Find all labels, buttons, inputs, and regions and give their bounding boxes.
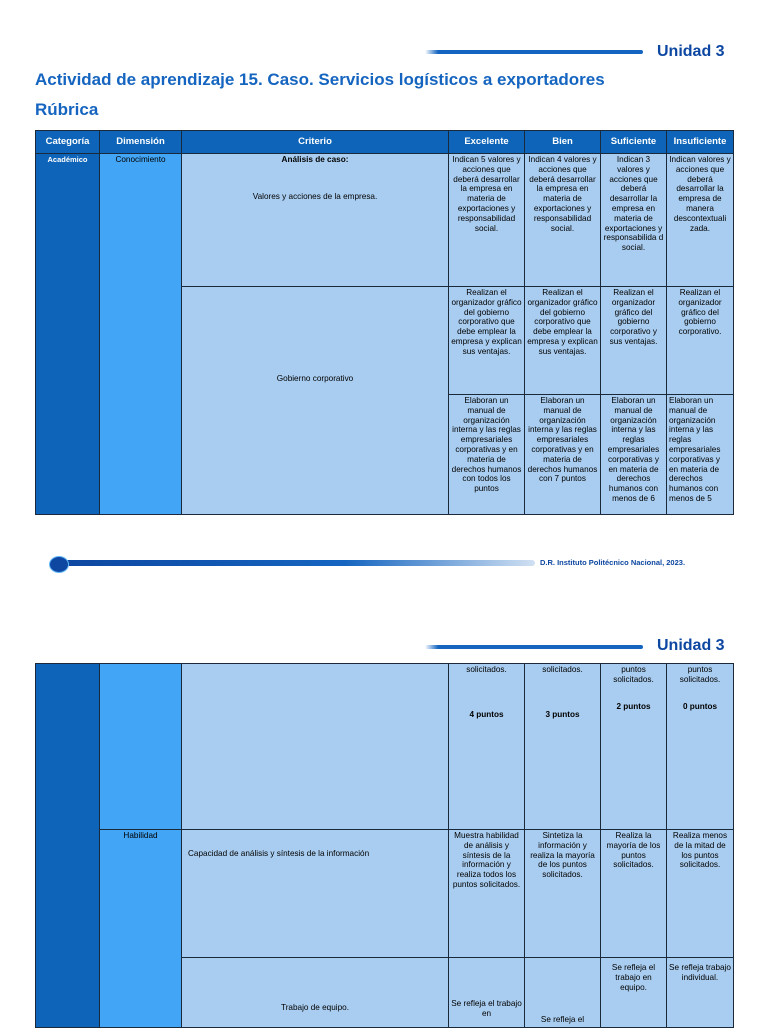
header-suficiente: Suficiente bbox=[601, 131, 667, 154]
points-label: 3 puntos bbox=[545, 709, 580, 719]
level-excelente: Indican 5 valores y acciones que deberá desarrollar la empresa en materia de exportaciones y responsabilidad social. bbox=[449, 154, 525, 287]
level-insuficiente: Indican valores y acciones que deberá desarrollar la empresa de manera descontextuali zada. bbox=[667, 154, 734, 287]
dimension-cell bbox=[100, 830, 182, 1028]
category-cell bbox=[36, 664, 100, 1028]
level-suficiente: Elaboran un manual de organización interna y las reglas empresariales corporativas y en materia de derechos humanos con menos de 6 bbox=[601, 395, 667, 515]
continued-text: puntos solicitados. bbox=[613, 665, 654, 684]
level-suficiente bbox=[601, 958, 667, 1028]
table-row bbox=[36, 830, 734, 958]
level-bien: Sintetiza la información y realiza la mayoría de los puntos solicitados. bbox=[525, 830, 601, 958]
criterion-cell bbox=[182, 154, 449, 287]
rubric-table-continued bbox=[35, 663, 734, 1028]
criterion-text: Gobierno corporativo bbox=[276, 374, 354, 383]
page-subtitle: Rúbrica bbox=[35, 100, 99, 119]
criterion-cell bbox=[182, 958, 449, 1028]
table-row bbox=[36, 664, 734, 830]
level-text: Se refleja el trabajo en equipo. bbox=[611, 963, 656, 992]
criterion-cell bbox=[182, 287, 449, 515]
level-excelente: Muestra habilidad de análisis y síntesis de la información y realiza todos los puntos solicitados. bbox=[449, 830, 525, 958]
level-insuficiente: Elaboran un manual de organización interna y las reglas empresariales corporativas y en materia de derechos humanos con menos de 5 bbox=[667, 395, 734, 515]
level-excelente bbox=[449, 958, 525, 1028]
dimension-cell bbox=[100, 154, 182, 515]
level-text: Se refleja trabajo individual. bbox=[669, 963, 731, 982]
criterion-cell bbox=[182, 664, 449, 830]
level-suficiente: Indican 3 valores y acciones que deberá desarrollar la empresa en materia de exportaciones y responsabilida d social. bbox=[601, 154, 667, 287]
level-suficiente: Realizan el organizador gráfico del gobierno corporativo y sus ventajas. bbox=[601, 287, 667, 395]
criterion-heading: Análisis de caso: bbox=[281, 155, 349, 164]
continued-text: solicitados. bbox=[466, 665, 507, 674]
level-excelente: Realizan el organizador gráfico del gobierno corporativo que debe emplear la empresa y explican sus ventajas. bbox=[449, 287, 525, 395]
header-categoria: Categoría bbox=[36, 131, 100, 154]
level-insuficiente: Realizan el organizador gráfico del gobierno corporativo. bbox=[667, 287, 734, 395]
criterion-text: Trabajo de equipo. bbox=[281, 1003, 349, 1012]
table-row bbox=[36, 154, 734, 287]
level-bien: Elaboran un manual de organización interna y las reglas empresariales corporativas y en materia de derechos humanos con 7 puntos bbox=[525, 395, 601, 515]
level-text: Se refleja el bbox=[540, 1015, 585, 1024]
header-criterio: Criterio bbox=[182, 131, 449, 154]
criterion-text: Valores y acciones de la empresa. bbox=[252, 191, 378, 201]
criterion-text: Capacidad de análisis y síntesis de la información bbox=[188, 849, 370, 858]
points-label: 0 puntos bbox=[682, 701, 718, 711]
level-suficiente: Realiza la mayoría de los puntos solicitados. bbox=[601, 830, 667, 958]
level-bien: Indican 4 valores y acciones que deberá desarrollar la empresa en materia de exportaciones y responsabilidad social. bbox=[525, 154, 601, 287]
level-excelente bbox=[449, 664, 525, 830]
ipn-logo-icon bbox=[49, 556, 69, 573]
continued-text: puntos solicitados. bbox=[679, 665, 721, 684]
footer-rule bbox=[60, 560, 535, 566]
level-excelente: Elaboran un manual de organización interna y las reglas empresariales corporativas y en materia de derechos humanos con todos los puntos bbox=[449, 395, 525, 515]
header-insuficiente: Insuficiente bbox=[667, 131, 734, 154]
points-label: 2 puntos bbox=[616, 701, 651, 711]
footer-copyright: D.R. Instituto Politécnico Nacional, 2023. bbox=[540, 558, 686, 567]
table-header-row bbox=[36, 131, 734, 154]
continued-text: solicitados. bbox=[542, 665, 583, 674]
level-text: Se refleja el trabajo en bbox=[451, 999, 522, 1018]
points-label: 4 puntos bbox=[469, 709, 504, 719]
header-rule bbox=[425, 50, 643, 54]
page-title: Actividad de aprendizaje 15. Caso. Servicios logísticos a exportadores bbox=[35, 70, 605, 89]
category-label: Académico bbox=[47, 155, 88, 164]
header-rule bbox=[425, 645, 643, 649]
unit-label: Unidad 3 bbox=[657, 637, 725, 654]
level-suficiente bbox=[601, 664, 667, 830]
unit-label: Unidad 3 bbox=[657, 43, 725, 60]
criterion-cell bbox=[182, 830, 449, 958]
level-bien: Realizan el organizador gráfico del gobierno corporativo que debe emplear la empresa y explican sus ventajas. bbox=[525, 287, 601, 395]
header-bien: Bien bbox=[525, 131, 601, 154]
category-cell bbox=[36, 154, 100, 515]
dimension-label: Conocimiento bbox=[115, 155, 166, 164]
level-insuficiente: Realiza menos de la mitad de los puntos solicitados. bbox=[667, 830, 734, 958]
header-excelente: Excelente bbox=[449, 131, 525, 154]
rubric-table bbox=[35, 130, 734, 515]
level-insuficiente bbox=[667, 664, 734, 830]
dimension-cell bbox=[100, 664, 182, 830]
header-dimension: Dimensión bbox=[100, 131, 182, 154]
level-bien bbox=[525, 958, 601, 1028]
level-insuficiente bbox=[667, 958, 734, 1028]
dimension-label: Habilidad bbox=[123, 831, 158, 840]
level-bien bbox=[525, 664, 601, 830]
